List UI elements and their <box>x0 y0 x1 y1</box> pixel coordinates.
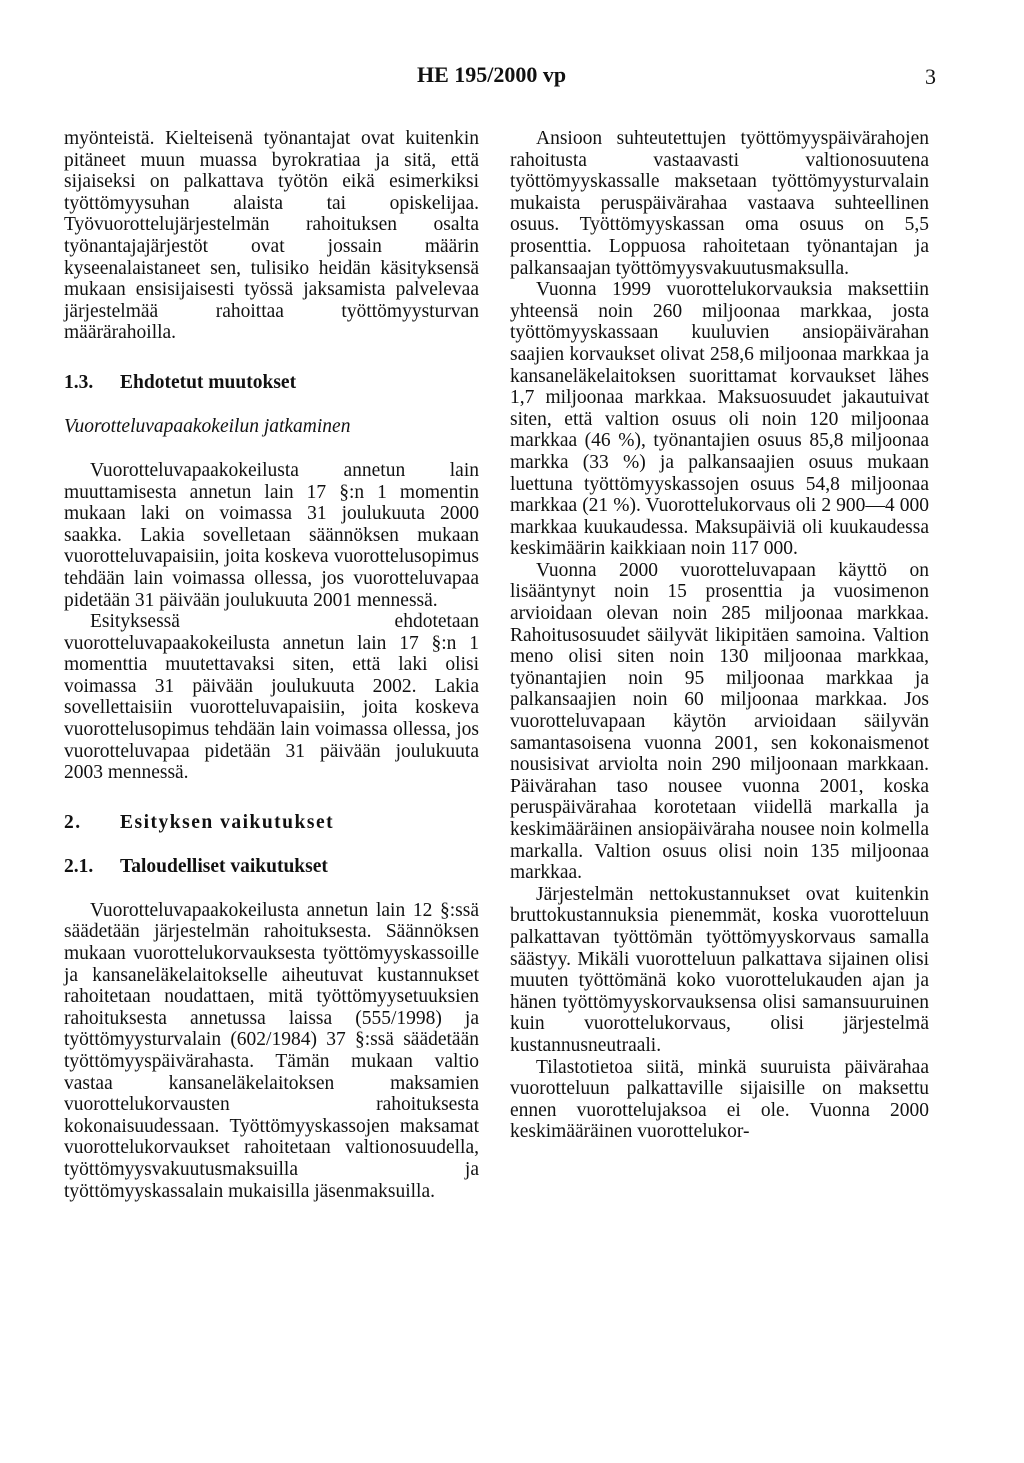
section-heading-2 <box>64 812 479 834</box>
section-number: 1.3. <box>64 371 94 393</box>
page-header <box>0 62 1024 102</box>
paragraph: Tilastotietoa siitä, minkä suuruista päivärahaa vuorotteluun palkattaville sijaisille on maksettu ennen vuorottelujaksoa ei ole. Vuonna 2000 keskimääräinen vuorottelukor- <box>510 1056 929 1143</box>
document-title: HE 195/2000 vp <box>417 62 567 87</box>
paragraph: Vuorotteluvapaakokeilusta annetun lain 12 §:ssä säädetään järjestelmän rahoituksesta. Säännöksen mukaan vuorottelukorvauksesta työttömyyskassoille ja kansaneläkelaitokselle aiheutuvat kustannukset rahoitetaan noudattaen, mitä työttömyysetuuksien rahoituksesta annetussa laissa (555/1998) ja työttömyysturvalain (602/1984) 37 §:ssä säädetään työttömyyspäivärahasta. Tämän mukaan valtio vastaa kansaneläkelaitoksen maksamien vuorottelukorvausten rahoituksesta kokonaisuudessaan. Työttömyyskassojen maksamat vuorottelukorvaukset rahoitetaan valtionosuudella, työttömyysvakuutusmaksuilla ja työttömyyskassalain mukaisilla jäsenmaksuilla. <box>64 899 479 1202</box>
section-title: Ehdotetut muutokset <box>120 371 297 393</box>
paragraph: myönteistä. Kielteisenä työnantajat ovat kuitenkin pitäneet muun muassa byrokratiaa ja sitä, että sijaiseksi on palkattava työtön eikä esimerkiksi työttömyysuhan alaista tai opiskelijaa. Työvuorottelujärjestelmän rahoituksen osalta työnantajajärjestöt ovat jossain määrin kyseenalaistaneet sen, tulisiko heidän käsityksensä mukaan ensisijaisesti työssä jaksamista palvelevaa järjestelmää rahoittaa työttömyysturvan määrärahoilla. <box>64 128 479 344</box>
subsection-heading: Vuorotteluvapaakokeilun jatkaminen <box>64 415 351 437</box>
page-number: 3 <box>925 64 936 89</box>
left-column <box>64 128 479 1202</box>
section-heading-2-1 <box>64 856 479 878</box>
section-number: 2. <box>64 811 82 833</box>
paragraph: Järjestelmän nettokustannukset ovat kuitenkin bruttokustannuksia pienemmät, koska vuorotteluun palkattavan työttömän työttömyyskorvaus samalla säästyy. Mikäli vuorotteluun palkattava sijainen olisi muuten työttömänä koko vuorottelukauden ajan ja hänen työttömyyskorvauksensa olisi samansuuruinen kuin vuorottelukorvaus, olisi järjestelmä kustannusneutraali. <box>510 883 929 1056</box>
right-column <box>510 128 929 1143</box>
paragraph: Esityksessä ehdotetaan vuorotteluvapaakokeilusta annetun lain 17 §:n 1 momenttia muutettavaksi siten, että laki olisi voimassa 31 päivään joulukuuta 2002. Lakia sovellettaisiin vuorotteluvapaisiin, joita koskeva vuorottelusopimus tehdään lain voimassa ollessa, jos vuorotteluvapaa pidetään 31 päivään joulukuuta 2003 mennessä. <box>64 611 479 784</box>
section-number: 2.1. <box>64 855 94 877</box>
section-title: Taloudelliset vaikutukset <box>120 855 328 877</box>
paragraph: Vuonna 2000 vuorotteluvapaan käyttö on lisääntynyt noin 15 prosenttia ja vuosimenon arvioidaan olevan noin 285 miljoonaa markkaa. Rahoitusosuudet säilyvät likipitäen samoina. Valtion meno olisi siten noin 130 miljoonaa markkaa, työnantajien noin 95 miljoonaa markkaa ja palkansaajien noin 60 miljoonaa markkaa. Jos vuorotteluvapaan käytön arvioidaan säilyvän samantasoisena vuonna 2001, sen kokonaismenot nousisivat arviolta noin 290 miljoonaan markkaan. Päivärahan taso nousee vuonna 2001, koska peruspäivärahaa korotetaan viidellä markalla ja keskimääräinen ansiopäiväraha nousee noin kolmella markalla. Valtion osuus olisi noin 135 miljoonaa markkaa. <box>510 559 929 884</box>
paragraph: Ansioon suhteutettujen työttömyyspäivärahojen rahoitusta vastaavasti valtionosuutena työttömyyskassalle maksetaan työttömyysturvalain mukaista peruspäivärahaa vastaava suhteellinen osuus. Työttömyyskassan oma osuus on 5,5 prosenttia. Loppuosa rahoitetaan työnantajan ja palkansaajan työttömyysvakuutusmaksulla. <box>510 128 929 279</box>
paragraph: Vuorotteluvapaakokeilusta annetun lain muuttamisesta annetun lain 17 §:n 1 momentin mukaan laki on voimassa 31 joulukuuta 2000 saakka. Lakia sovelletaan säännöksen mukaan vuorotteluvapaisiin, joita koskeva vuorottelusopimus tehdään lain voimassa ollessa, jos vuorotteluvapaa pidetään 31 päivään joulukuuta 2001 mennessä. <box>64 459 479 611</box>
paragraph: Vuonna 1999 vuorottelukorvauksia maksettiin yhteensä noin 260 miljoonaa markkaa, josta työttömyyskassaan kuuluvien ansiopäivärahan saajien korvaukset olivat 258,6 miljoonaa markkaa ja kansaneläkelaitoksen suorittamat korvaukset lähes 1,7 miljoonaa markkaa. Maksuosuudet jakautuivat siten, että valtion osuus oli noin 120 miljoonaa markkaa (46 %), työnantajien osuus 85,8 miljoonaa markka (33 %) ja palkansaajien osuus mukaan luettuna työttömyyskassojen osuus 54,8 miljoonaa markkaa (21 %). Vuorottelukorvaus oli 2 900—4 000 markkaa kuukaudessa. Maksupäiviä oli kuukaudessa keskimäärin kaikkiaan noin 117 000. <box>510 279 929 560</box>
section-title: Esityksen vaikutukset <box>120 811 335 833</box>
section-heading-1-3 <box>64 372 479 394</box>
